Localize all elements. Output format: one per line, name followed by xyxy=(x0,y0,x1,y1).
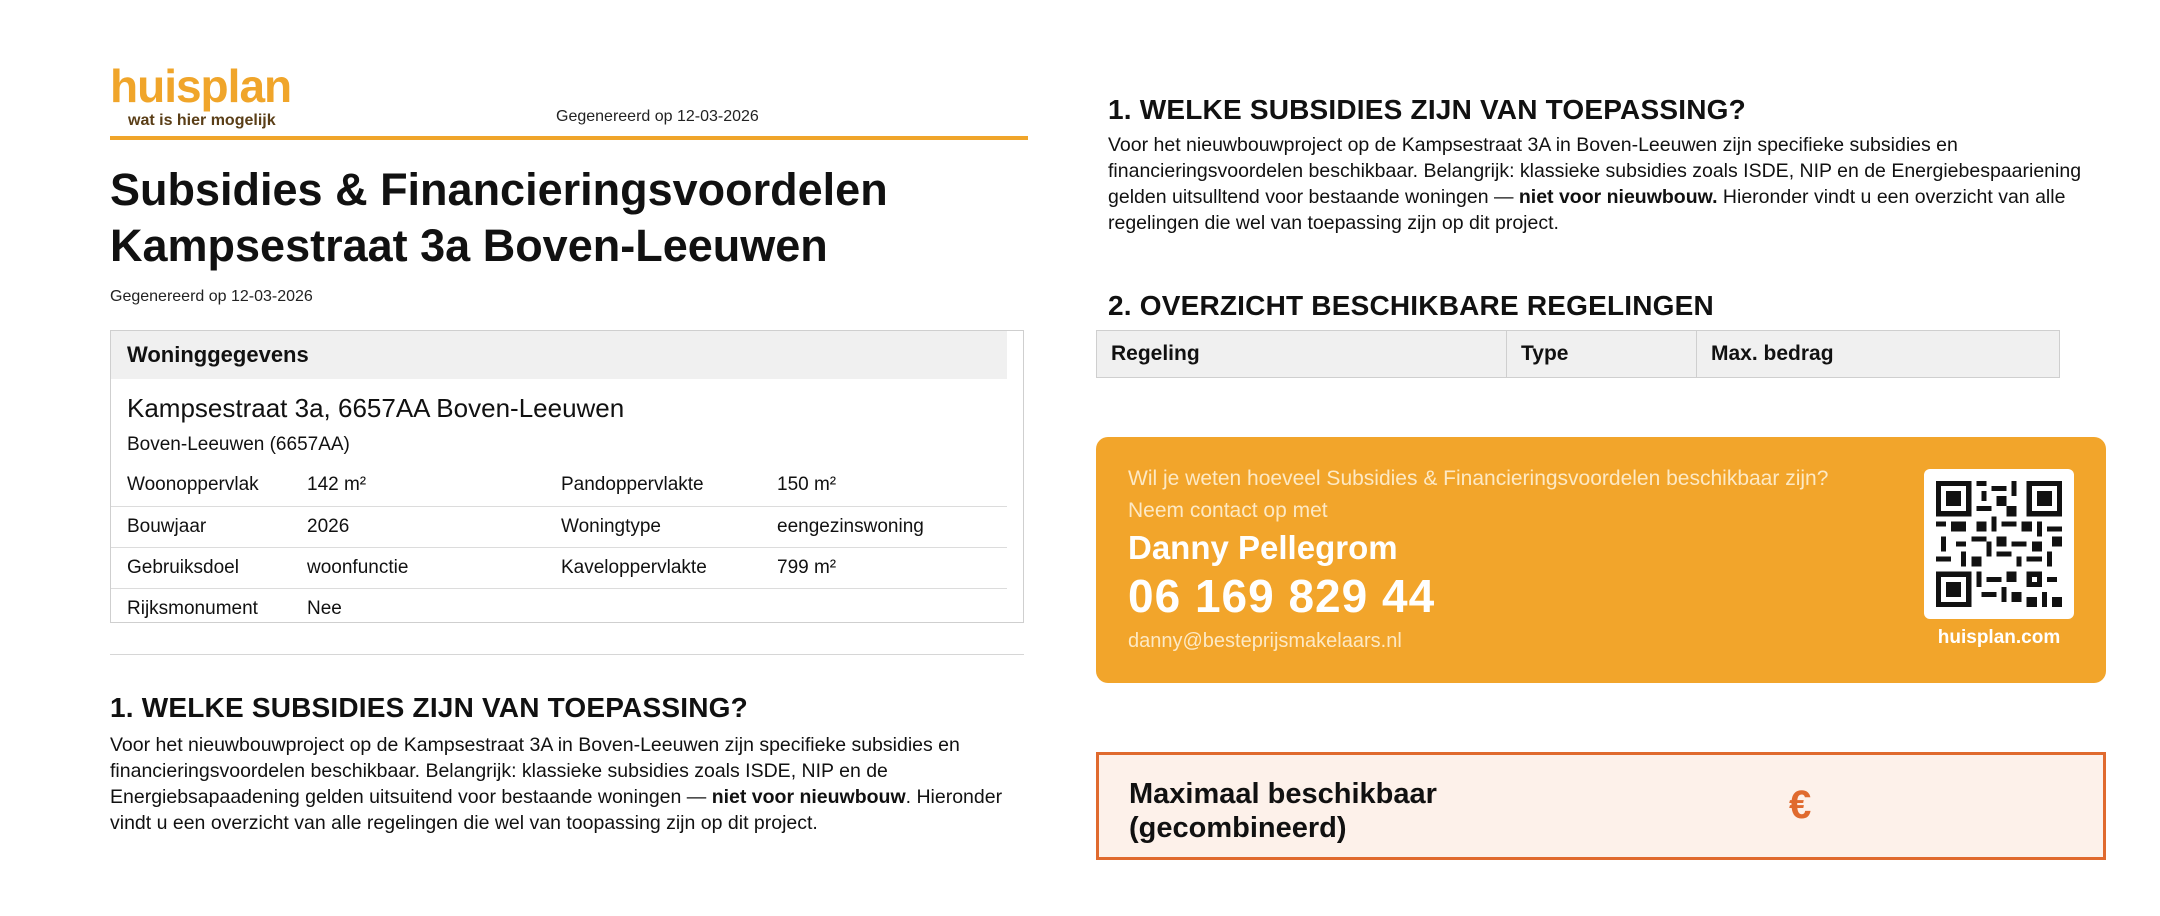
woninggegevens-panel xyxy=(110,330,1024,623)
table-row xyxy=(111,506,1007,547)
detail-label: Gebruiksdoel xyxy=(111,547,305,588)
detail-value: Nee xyxy=(307,597,342,619)
column-header-type[interactable]: Type xyxy=(1507,331,1697,377)
column-header-regeling[interactable]: Regeling xyxy=(1097,331,1507,377)
section-divider xyxy=(110,654,1024,655)
section1-title: 1. WELKE SUBSIDIES ZIJN VAN TOEPASSING? xyxy=(110,692,748,723)
table-row xyxy=(111,547,1007,588)
detail-label: Woonoppervlak xyxy=(111,465,305,506)
section1-body-emphasis: niet voor nieuwbouw xyxy=(711,786,906,808)
page-title-line1: Subsidies & Financieringsvoordelen xyxy=(110,164,888,215)
max-available-label-line1: Maximaal beschikbaar xyxy=(1129,778,1437,810)
detail-value: 150 m² xyxy=(775,465,1007,506)
report-header xyxy=(110,62,1028,140)
detail-value: 799 m² xyxy=(775,547,1007,588)
detail-value xyxy=(775,588,1007,629)
max-available-label-line2: (gecombineerd) xyxy=(1129,812,1347,844)
table-row xyxy=(111,465,1007,506)
max-available-box xyxy=(1096,752,2106,860)
regelingen-table-header xyxy=(1096,330,2060,378)
section2-title: 2. OVERZICHT BESCHIKBARE REGELINGEN xyxy=(1108,290,1714,321)
section1-body xyxy=(110,732,1040,836)
detail-value: 2026 xyxy=(305,506,545,547)
detail-value: 142 m² xyxy=(305,465,545,506)
section1-title: 1. WELKE SUBSIDIES ZIJN VAN TOEPASSING? xyxy=(1108,94,1746,125)
woninggegevens-heading: Woninggegevens xyxy=(111,331,1007,379)
cta-question: Wil je weten hoeveel Subsidies & Financieringsvoordelen beschikbaar zijn? xyxy=(1128,467,1829,490)
detail-label: Bouwjaar xyxy=(111,506,305,547)
logo-tagline: wat is hier mogelijk xyxy=(128,112,276,129)
section1-body-emphasis: niet voor nieuwbouw. xyxy=(1518,186,1718,208)
huisplan-logo[interactable] xyxy=(110,62,291,130)
detail-value: eengezinswoning xyxy=(775,506,1007,547)
detail-label: Kaveloppervlakte xyxy=(545,547,775,588)
section1-body-text: Voor het nieuwbouwproject op de Kampsestraat 3A in Boven-Leeuwen zijn specifieke subsidies en financieringsvoordelen beschikbaar. Belangrijk: klassieke subsidies zoals ISDE, NIP en de Energiebespaariening gelden uitsulltend voor bestaande woningen — xyxy=(1108,134,2082,208)
table-row xyxy=(111,588,1007,629)
detail-label: Pandoppervlakte xyxy=(545,465,775,506)
cta-contact-label: Neem contact op met xyxy=(1128,499,1328,522)
column-header-max-bedrag[interactable]: Max. bedrag xyxy=(1711,342,1834,365)
woning-city: Boven-Leeuwen (6657AA) xyxy=(127,434,350,455)
qr-code-icon[interactable] xyxy=(1924,469,2074,619)
contact-phone-link[interactable]: 06 169 829 44 xyxy=(1128,570,1436,622)
max-available-label xyxy=(1129,777,1437,845)
section1-body-text: Voor het nieuwbouwproject op de Kampsestraat 3A in Boven-Leeuwen zijn specifieke subsidies en financieringsvoordelen beschikbaar. Belangrijk: klassieke subsidies zoals ISDE, NIP en de Energiebsapaadening gelden uitsuitend voor bestaande woningen — xyxy=(110,734,960,808)
website-link[interactable]: huisplan.com xyxy=(1937,627,2061,648)
section1-body-text-end: . Hieronder vindt u een overzicht van alle regelingen die wel van toopassing zijn op dit project. xyxy=(110,786,1003,834)
section1-body-text-end: Hieronder vindt u een overzicht van alle regelingen die wel van toepassing zijn op dit project. xyxy=(1108,186,2066,234)
page-title xyxy=(110,162,1028,274)
detail-value: woonfunctie xyxy=(305,547,545,588)
contact-name: Danny Pellegrom xyxy=(1128,529,1398,566)
header-generated-date: Gegenereerd op 12-03-2026 xyxy=(556,108,759,125)
right-page xyxy=(1080,0,2160,916)
detail-label: Rijksmonument xyxy=(127,597,258,619)
euro-icon: € xyxy=(1789,783,1812,827)
detail-label: Woningtype xyxy=(545,506,775,547)
woning-address: Kampsestraat 3a, 6657AA Boven-Leeuwen xyxy=(127,393,625,423)
section1-body xyxy=(1108,132,2128,236)
qr-code-graphic xyxy=(1936,481,2062,607)
logo-wordmark: huisplan xyxy=(110,60,292,112)
detail-label xyxy=(545,588,775,629)
contact-email-link[interactable]: danny@besteprijsmakelaars.nl xyxy=(1128,630,1402,652)
contact-cta-banner xyxy=(1096,437,2106,683)
page-title-line2: Kampsestraat 3a Boven-Leeuwen xyxy=(110,220,828,271)
generated-date: Gegenereerd op 12-03-2026 xyxy=(110,288,313,305)
woning-details-table xyxy=(111,465,1007,629)
